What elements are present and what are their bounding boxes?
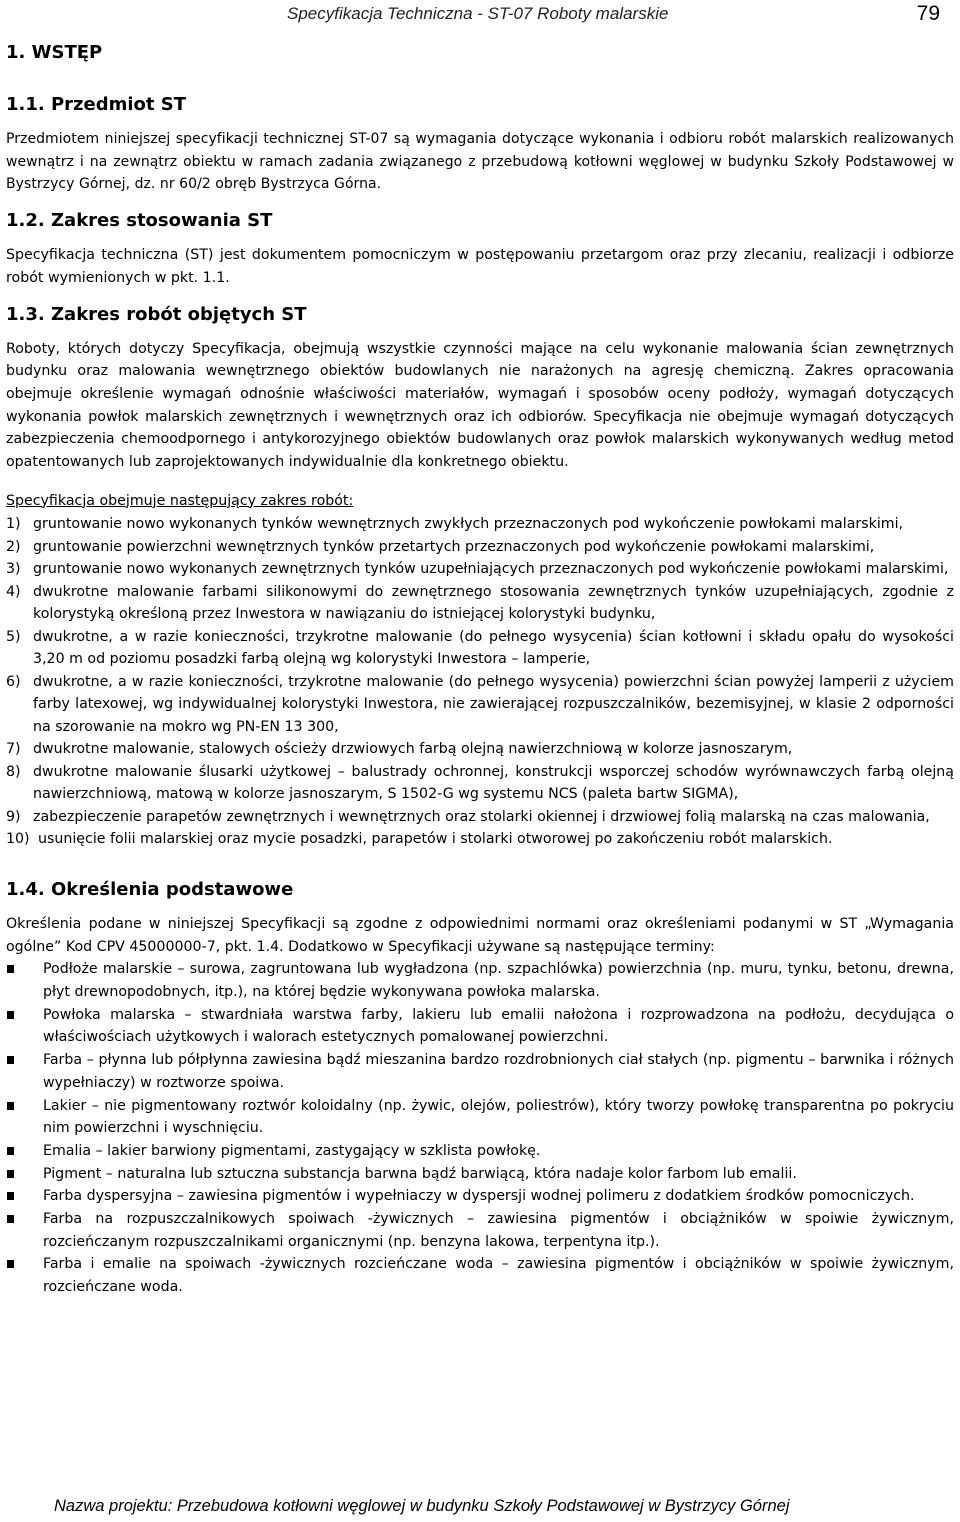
section-heading-intro: 1. WSTĘP (6, 42, 103, 63)
square-bullet-icon (7, 1192, 14, 1200)
paragraph-1-1: Przedmiotem niniejszej specyfikacji technicznej ST-07 są wymagania dotyczące wykonania i odbioru robót malarskich realizowanych wewnątrz i na zewnątrz obiektu w ramach zadania związanego z przebudową kotłowni węglowej w budynku Szkoły Podstawowej w Bystrzycy Górnej, dz. nr 60/2 obręb Bystrzyca Górna. (6, 131, 954, 193)
works-list (6, 513, 954, 851)
terms-list (6, 958, 954, 1299)
list-item-text: dwukrotne malowanie ślusarki użytkowej – balustrady ochronnej, konstrukcji wsporczej schodów wyrównawczych farbą olejną nawierzchniową, matową w kolorze jasnoszarym, S 1502-G wg systemu NCS (paleta bartw SIGMA), (33, 763, 954, 803)
list-item (6, 558, 954, 581)
list-item-text: dwukrotne, a w razie konieczności, trzykrotne malowanie (do pełnego wysycenia) ścian kotłowni i składu opału do wysokości 3,20 m od poziomu posadzki farbą olejną wg kolorystyki Inwestora – lamperie, (33, 628, 954, 668)
square-bullet-icon (7, 1011, 14, 1019)
term-item (6, 958, 954, 1003)
list-item (6, 806, 954, 829)
list-item-text: gruntowanie nowo wykonanych zewnętrznych tynków uzupełniających przeznaczonych pod wykończenie powłokami malarskimi, (33, 561, 949, 578)
header-title: Specyfikacja Techniczna - ST-07 Roboty malarskie (287, 4, 669, 23)
list-item (6, 671, 954, 739)
list-item-number: 4) (6, 583, 21, 600)
list-item-number: 2) (6, 538, 21, 555)
list-item-number: 6) (6, 673, 21, 690)
term-text: Farba – płynna lub półpłynna zawiesina bądź mieszanina bardzo rozdrobnionych ciał stałych (np. pigmentu – barwnika i różnych wypełniaczy) w roztworze spoiwa. (43, 1052, 954, 1091)
heading-1-2: 1.2. Zakres stosowania ST (6, 210, 273, 232)
square-bullet-icon (7, 1260, 14, 1268)
term-item (6, 1185, 954, 1208)
paragraph-1-2: Specyfikacja techniczna (ST) jest dokumentem pomocniczym w postępowaniu przetargom oraz przy zlecaniu, realizacji i odbiorze robót wymienionych w pkt. 1.1. (6, 247, 954, 286)
term-text: Podłoże malarskie – surowa, zagruntowana lub wygładzona (np. szpachlówka) powierzchnia (np. muru, tynku, betonu, drewna, płyt drewnopodobnych, itp.), na której będzie wykonywana powłoka malarska. (43, 961, 954, 1001)
term-text: Pigment – naturalna lub sztuczna substancja barwna bądź barwiącą, która nadaje kolor farbom lub emalii. (43, 1165, 797, 1182)
list-item-number: 8) (6, 763, 21, 780)
term-text: Farba dyspersyjna – zawiesina pigmentów i wypełniaczy w dyspersji wodnej polimeru z dodatkiem środków pomocniczych. (43, 1188, 915, 1205)
term-text: Farba i emalie na spoiwach -żywicznych rozcieńczane woda – zawiesina pigmentów i obciążników w spoiwie żywicznym, rozcieńczane woda. (43, 1256, 954, 1296)
heading-1-1: 1.1. Przedmiot ST (6, 94, 187, 115)
term-text: Emalia – lakier barwiony pigmentami, zastygający w szklista powłokę. (43, 1142, 541, 1159)
square-bullet-icon (7, 1170, 14, 1178)
paragraph-1-4: Określenia podane w niniejszej Specyfikacji są zgodne z odpowiednimi normami oraz określeniami podanymi w ST „Wymagania ogólne” Kod CPV 45000000-7, pkt. 1.4. Dodatkowo w Specyfikacji używane są następujące terminy: (6, 915, 954, 955)
square-bullet-icon (7, 1056, 14, 1064)
term-item (6, 1163, 954, 1186)
term-item (6, 1049, 954, 1094)
term-item (6, 1140, 954, 1163)
list-item-text: zabezpieczenie parapetów zewnętrznych i wewnętrznych oraz stolarki okiennej i drzwiowej folią malarską na czas malowania, (33, 808, 930, 825)
square-bullet-icon (7, 1215, 14, 1223)
list-item (6, 581, 954, 626)
list-item-text: dwukrotne malowanie, stalowych ościeży drzwiowych farbą olejną nawierzchniową w kolorze jasnoszarym, (33, 741, 793, 758)
term-item (6, 1208, 954, 1253)
list-item-text: dwukrotne malowanie farbami silikonowymi do zewnętrznego stosowania zewnętrznych tynków uzupełniających, zgodnie z kolorystyką określoną przez Inwestora w nawiązaniu do istniejącej kolorystyki budynku, (33, 583, 954, 623)
term-item (6, 1253, 954, 1298)
paragraph-1-3: Roboty, których dotyczy Specyfikacja, obejmują wszystkie czynności mające na celu wykonanie malowania ścian zewnętrznych budynku oraz malowania wewnętrznego obiektów budowlanych nie narażonych na agresję chemiczną. Zakres opracowania obejmuje określenie wymagań odnośnie właściwości materiałów, wymagań i sposobów oceny podłoży, wymagań dotyczących wykonania powłok malarskich zewnętrznych i wewnętrznych oraz ich odbiorów. Specyfikacja nie obejmuje wymagań dotyczących zabezpieczenia chemoodpornego i antykorozyjnego obiektów budowlanych oraz powłok malarskich wykonywanych według metod opatentowanych lub zaprojektowanych indywidualnie dla konkretnego obiektu. (6, 340, 954, 471)
document-body (6, 40, 954, 1299)
list-item-text: usunięcie folii malarskiej oraz mycie posadzki, parapetów i stolarki otworowej po zakończeniu robót malarskich. (38, 831, 833, 848)
list-item (6, 828, 954, 851)
list-item-number: 1) (6, 516, 21, 533)
list-item-text: dwukrotne, a w razie konieczności, trzykrotne malowanie (do pełnego wysycenia) powierzchni ścian powyżej lamperii z użyciem farby latexowej, wg indywidualnej kolorystyki Inwestora, nie zawierającej rozpuszczalników, bezemisyjnej, w klasie 2 odporności na szorowanie na mokro wg PN-EN 13 300, (33, 673, 954, 735)
square-bullet-icon (7, 1147, 14, 1155)
works-list-title: Specyfikacja obejmuje następujący zakres robót: (6, 492, 354, 509)
list-item-text: gruntowanie powierzchni wewnętrznych tynków przetartych przeznaczonych pod wykończenie powłokami malarskimi, (33, 538, 875, 555)
heading-1-4: 1.4. Określenia podstawowe (6, 878, 294, 900)
list-item (6, 513, 954, 536)
term-item (6, 1095, 954, 1140)
list-item-number: 3) (6, 561, 21, 578)
list-item (6, 626, 954, 671)
list-item-number: 10) (6, 831, 30, 848)
term-text: Farba na rozpuszczalnikowych spoiwach -żywicznych – zawiesina pigmentów i obciążników w spoiwie żywicznym, rozcieńczanym rozpuszczalnikami organicznymi (np. benzyna lakowa, terpentyna itp.). (43, 1211, 954, 1250)
list-item-text: gruntowanie nowo wykonanych tynków wewnętrznych zwykłych przeznaczonych pod wykończenie powłokami malarskimi, (33, 516, 904, 533)
page-footer: Nazwa projektu: Przebudowa kotłowni węglowej w budynku Szkoły Podstawowej w Bystrzycy Górnej (54, 1497, 790, 1515)
term-item (6, 1004, 954, 1049)
list-item (6, 738, 954, 761)
page-number: 79 (916, 2, 940, 25)
list-item-number: 9) (6, 808, 21, 825)
term-text: Powłoka malarska – stwardniała warstwa farby, lakieru lub emalii nałożona i rozprowadzona na podłożu, decydująca o właściwościach użytkowych i walorach estetycznych pomalowanej powierzchni. (43, 1006, 954, 1046)
square-bullet-icon (7, 965, 14, 973)
list-item (6, 536, 954, 559)
page-header (0, 4, 948, 28)
term-text: Lakier – nie pigmentowany roztwór koloidalny (np. żywic, olejów, poliestrów), który tworzy powłokę transparentna po pokryciu nim powierzchni i wyschnięciu. (43, 1097, 954, 1137)
square-bullet-icon (7, 1102, 14, 1110)
list-item-number: 7) (6, 741, 21, 758)
list-item (6, 761, 954, 806)
heading-1-3: 1.3. Zakres robót objętych ST (6, 303, 307, 325)
list-item-number: 5) (6, 628, 21, 645)
